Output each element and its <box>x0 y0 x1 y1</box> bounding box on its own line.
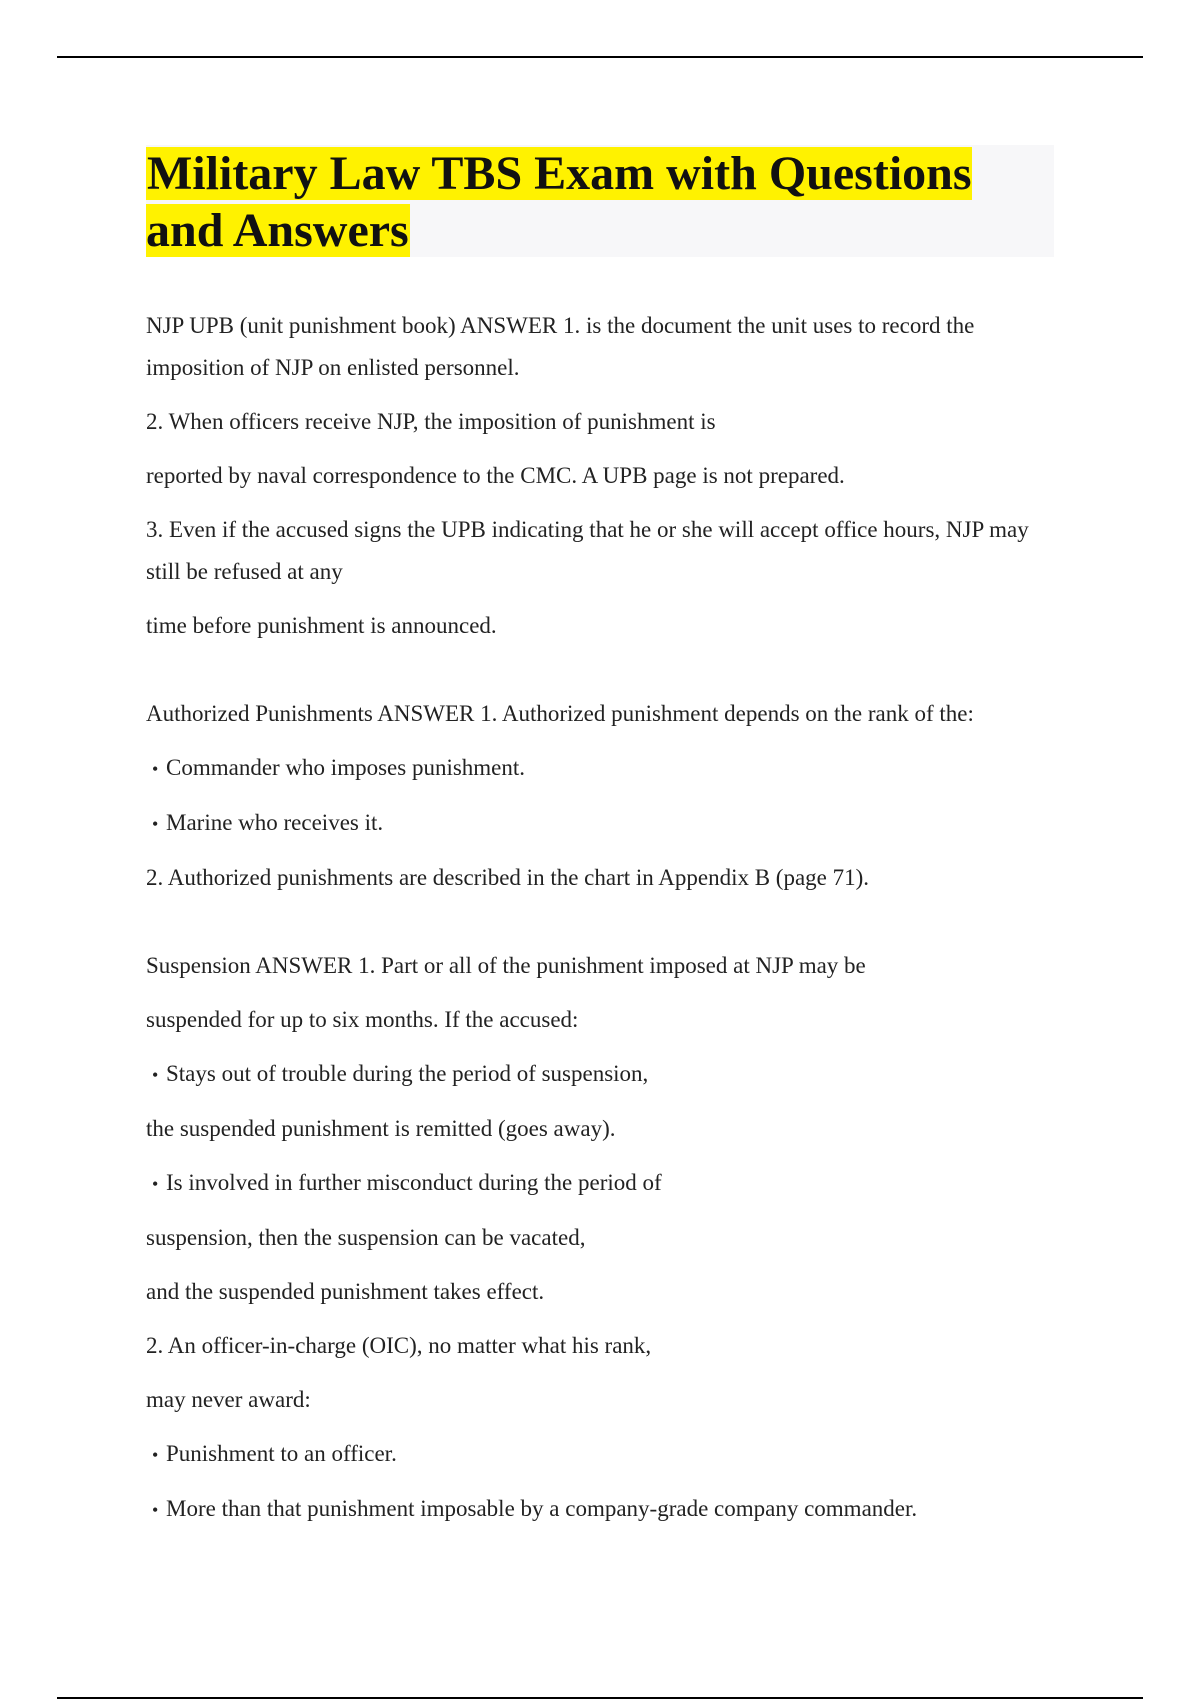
paragraph: Suspension ANSWER 1. Part or all of the punishment imposed at NJP may be <box>146 953 866 978</box>
bullet-item <box>146 1488 1056 1531</box>
paragraph: Authorized Punishments ANSWER 1. Authorized punishment depends on the rank of the: <box>146 701 974 726</box>
paragraph: 3. Even if the accused signs the UPB indicating that he or she will accept office hours, NJP may still be refused at any <box>146 517 1029 584</box>
section-njp-upb <box>146 305 1056 647</box>
bullet-text: Is involved in further misconduct during the period of <box>166 1170 662 1195</box>
paragraph: reported by naval correspondence to the CMC. A UPB page is not prepared. <box>146 463 845 488</box>
paragraph: suspended for up to six months. If the accused: <box>146 1007 579 1032</box>
document-body <box>146 305 1056 1543</box>
section-authorized-punishments <box>146 693 1056 899</box>
bullet-item <box>146 1433 1056 1476</box>
paragraph: the suspended punishment is remitted (goes away). <box>146 1116 616 1141</box>
bullet-text: Marine who receives it. <box>166 810 384 835</box>
paragraph: 2. When officers receive NJP, the imposition of punishment is <box>146 409 716 434</box>
bullet-item <box>146 1053 1056 1096</box>
header-rule <box>57 56 1143 58</box>
page-title-text: Military Law TBS Exam with Questions and Answers <box>146 147 972 257</box>
bullet-text: Commander who imposes punishment. <box>166 755 526 780</box>
bullet-item <box>146 1162 1056 1205</box>
paragraph: may never award: <box>146 1387 311 1412</box>
paragraph: and the suspended punishment takes effect. <box>146 1279 545 1304</box>
bullet-item <box>146 747 1056 790</box>
title-block <box>146 145 1054 257</box>
paragraph: suspension, then the suspension can be vacated, <box>146 1225 586 1250</box>
paragraph: NJP UPB (unit punishment book) ANSWER 1. is the document the unit uses to record the imposition of NJP on enlisted personnel. <box>146 313 975 380</box>
paragraph: time before punishment is announced. <box>146 613 497 638</box>
bullet-text: Stays out of trouble during the period of suspension, <box>166 1061 649 1086</box>
section-suspension <box>146 945 1056 1531</box>
bullet-item <box>146 802 1056 845</box>
bullet-text: Punishment to an officer. <box>166 1441 397 1466</box>
paragraph: 2. Authorized punishments are described in the chart in Appendix B (page 71). <box>146 865 870 890</box>
paragraph: 2. An officer-in-charge (OIC), no matter what his rank, <box>146 1333 652 1358</box>
bullet-text: More than that punishment imposable by a company-grade company commander. <box>166 1496 918 1521</box>
page-title <box>146 145 1054 259</box>
footer-rule <box>57 1697 1143 1699</box>
